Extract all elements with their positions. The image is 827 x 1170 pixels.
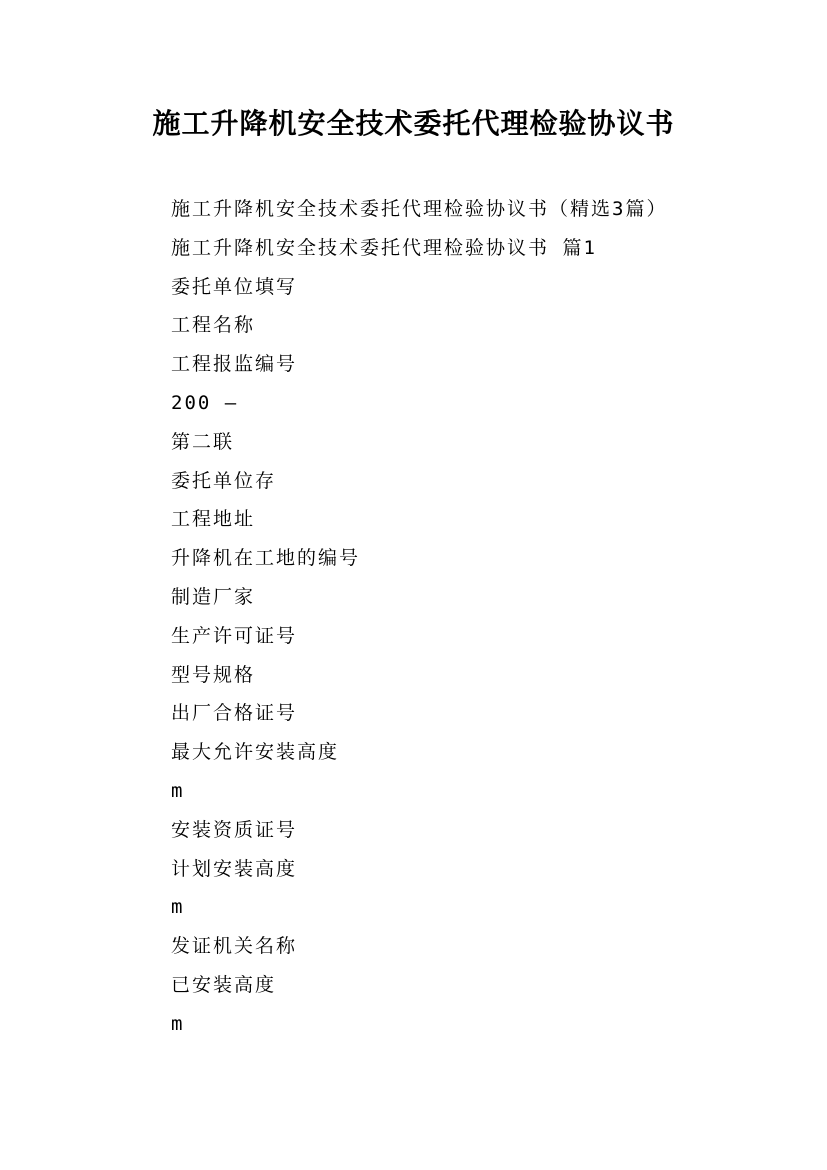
body-line: 200 — bbox=[171, 391, 239, 414]
body-line: 计划安装高度 bbox=[171, 857, 298, 880]
body-line: 施工升降机安全技术委托代理检验协议书（精选3篇） bbox=[171, 198, 668, 220]
body-line: 已安装高度 bbox=[171, 973, 277, 996]
body-line: m bbox=[171, 1012, 185, 1035]
body-line: 委托单位填写 bbox=[171, 275, 298, 298]
body-line: 安装资质证号 bbox=[171, 818, 298, 841]
body-line: m bbox=[171, 779, 185, 802]
body-line: 委托单位存 bbox=[171, 469, 277, 492]
body-line: 升降机在工地的编号 bbox=[171, 547, 361, 570]
body-line: 型号规格 bbox=[171, 663, 256, 686]
body-line: 出厂合格证号 bbox=[171, 702, 298, 725]
document-body bbox=[171, 190, 791, 1044]
body-line: 发证机关名称 bbox=[171, 935, 298, 958]
body-line: 工程名称 bbox=[171, 314, 256, 337]
body-line: 最大允许安装高度 bbox=[171, 741, 340, 764]
body-line: m bbox=[171, 896, 185, 919]
body-line: 生产许可证号 bbox=[171, 624, 298, 647]
document-title: 施工升降机安全技术委托代理检验协议书 bbox=[152, 107, 675, 140]
body-line: 第二联 bbox=[171, 430, 235, 453]
body-line: 工程报监编号 bbox=[171, 353, 298, 376]
body-line: 制造厂家 bbox=[171, 585, 256, 608]
body-line: 工程地址 bbox=[171, 508, 256, 531]
body-line: 施工升降机安全技术委托代理检验协议书 篇1 bbox=[171, 236, 597, 259]
